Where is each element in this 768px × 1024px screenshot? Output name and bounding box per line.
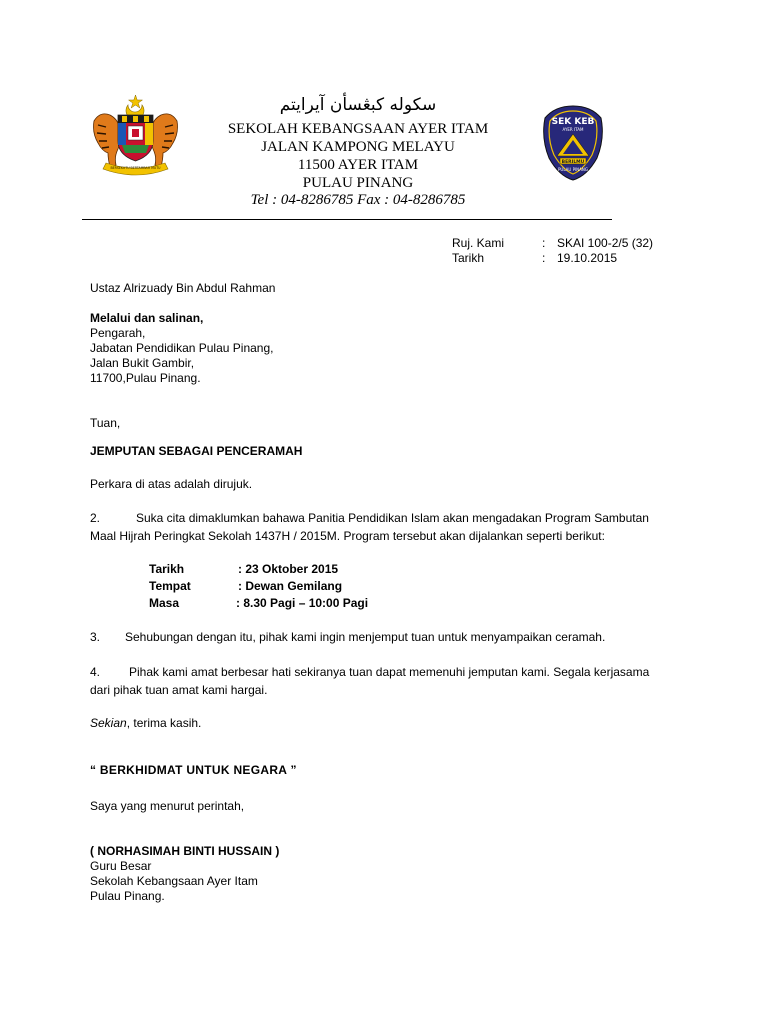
recipient-via: Melalui dan salinan, [90,311,204,325]
detail-value: : 23 Oktober 2015 [238,562,339,576]
signatory-line: Pulau Pinang. [90,889,165,903]
reference-colon: : [542,236,546,250]
closing-sekian: Sekian [90,716,127,730]
paragraph-4-line: Pihak kami amat berbesar hati sekiranya tuan dapat memenuhi jemputan kami. Segala kerjasama [129,665,650,679]
recipient-name: Ustaz Alrizuady Bin Abdul Rahman [90,281,276,295]
paragraph-2-number: 2. [90,511,101,525]
reference-value: SKAI 100-2/5 (32) [557,236,654,250]
yours-faithfully: Saya yang menurut perintah, [90,799,245,813]
detail-label: Masa [149,596,180,610]
badge-motto: BERILMU [561,160,585,165]
detail-value: : Dewan Gemilang [238,579,343,593]
date-value: 19.10.2015 [557,251,618,265]
paragraph-4-number: 4. [90,665,101,679]
signatory-name: ( NORHASIMAH BINTI HUSSAIN ) [90,844,280,858]
recipient-line: Jabatan Pendidikan Pulau Pinang, [90,341,274,355]
paragraph-1: Perkara di atas adalah dirujuk. [90,477,253,491]
school-contact: Tel : 04-8286785 Fax : 04-8286785 [250,192,466,208]
recipient-line: Pengarah, [90,326,146,340]
detail-label: Tarikh [149,562,185,576]
school-name: SEKOLAH KEBANGSAAN AYER ITAM [227,121,489,137]
badge-top-text: SEK KEB [551,117,595,127]
detail-label: Tempat [149,579,191,593]
school-street: JALAN KAMPONG MELAYU [261,139,455,155]
signatory-line: Sekolah Kebangsaan Ayer Itam [90,874,258,888]
school-badge-logo [541,104,605,182]
slogan: “ BERKHIDMAT UNTUK NEGARA ” [90,763,297,777]
school-state: PULAU PINANG [302,175,414,191]
date-colon: : [542,251,546,265]
letter-subject: JEMPUTAN SEBAGAI PENCERAMAH [90,444,303,458]
school-name-jawi: سکوله کبڠسأن آيرايتم [279,95,437,115]
closing-thanks: , terima kasih. [126,716,202,730]
date-label: Tarikh [452,251,485,265]
signatory-line: Guru Besar [90,859,152,873]
paragraph-3-text: Sehubungan dengan itu, pihak kami ingin menjemput tuan untuk menyampaikan ceramah. [125,630,606,644]
detail-value: : 8.30 Pagi – 10:00 Pagi [236,596,369,610]
header-divider [82,219,612,220]
badge-sub-text: AYER ITAM [562,127,584,132]
closing-line [90,716,201,730]
paragraph-3-number: 3. [90,630,101,644]
school-postcode: 11500 AYER ITAM [297,157,419,173]
recipient-line: 11700,Pulau Pinang. [90,371,201,385]
paragraph-2-line: Suka cita dimaklumkan bahawa Panitia Pendidikan Islam akan mengadakan Program Sambutan [136,511,649,525]
reference-label: Ruj. Kami [452,236,505,250]
paragraph-2-line: Maal Hijrah Peringkat Sekolah 1437H / 2015M. Program tersebut akan dijalankan seperti berikut: [90,529,605,543]
paragraph-4-line: dari pihak tuan amat kami hargai. [90,683,268,697]
crest-motto: BERSEKUTU BERTAMBAH MUTU [110,166,161,170]
recipient-line: Jalan Bukit Gambir, [90,356,195,370]
badge-bottom-text: PULAU PINANG [557,167,589,172]
salutation: Tuan, [90,416,121,430]
